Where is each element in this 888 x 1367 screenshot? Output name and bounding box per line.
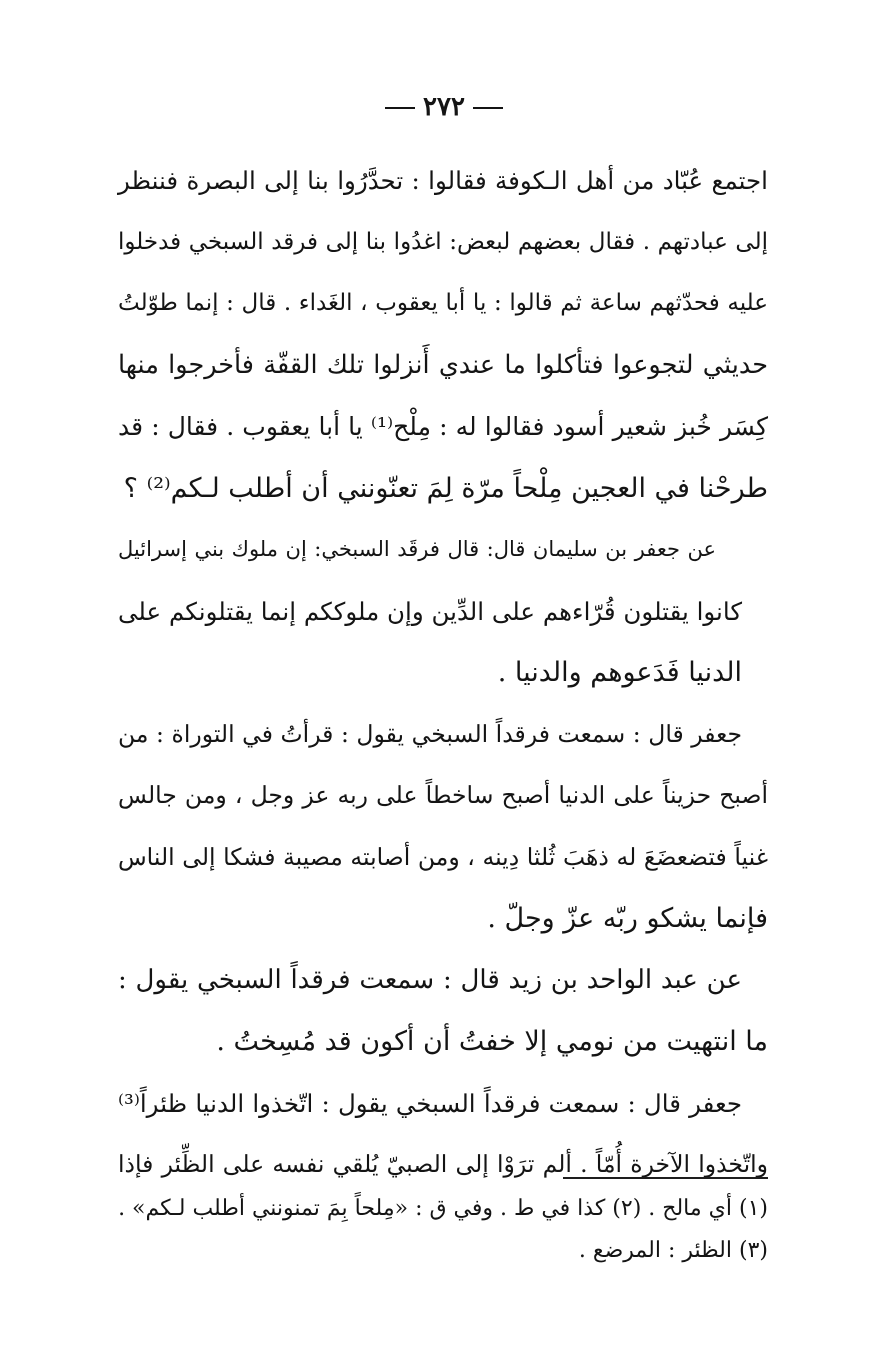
text-line: اجتمع عُبّاد من أهل الـكوفة فقالوا : تحدَّرُوا بنا إلى البصرة فننظر [118, 166, 768, 195]
text-line: عن جعفر بن سليمان قال: قال فرقَد السبخي: إن ملوك بني إسرائيل [118, 537, 716, 561]
paragraph-4 [118, 950, 768, 1073]
text-line: حديثي لتجوعوا فتأكلوا ما عندي أَنزلوا تلك القفّة فأخرجوا منها [118, 349, 768, 380]
paragraph-3 [118, 704, 768, 950]
text-line: ما انتهيت من نومي إلا خفتُ أن أكون قد مُسِختُ . [216, 1026, 768, 1057]
text-line: واتّخذوا الآخرة أُمّاً . ألم ترَوْا إلى الصبيّ يُلقي نفسه على الظِّئر فإذا [118, 1150, 768, 1178]
footnote-divider [563, 1177, 768, 1179]
text-line: الدنيا فَدَعوهم والدنيا . [497, 657, 742, 688]
text-line: كانوا يقتلون قُرّاءهم على الدِّين وإن ملوككم إنما يقتلونكم على [118, 596, 742, 626]
text-line: عليه فحدّثهم ساعة ثم قالوا : يا أبا يعقوب ، الغَداء . قال : إنما طوّلتُ [118, 290, 768, 316]
paragraph-2 [118, 519, 768, 704]
text-line: إلى عبادتهم . فقال بعضهم لبعض: اغدُوا بنا إلى فرقد السبخي فدخلوا [118, 228, 768, 255]
text-line: جعفر قال : سمعت فرقداً السبخي يقول : قرأتُ في التوراة : من [118, 719, 742, 748]
page-number [0, 92, 888, 122]
footnotes [118, 1188, 768, 1272]
body-text [118, 150, 768, 1196]
text-line: طرحْنا في العجين مِلْحاً مرّة لِمَ تعنّونني أن أطلب لـكم⁽²⁾ ؟ [123, 472, 768, 504]
footnote-line: (٣) الظئر : المرضع . [578, 1238, 768, 1263]
text-line: أصبح حزيناً على الدنيا أصبح ساخطاً على ربه عز وجل ، ومن جالس [118, 781, 768, 809]
text-line: فإنما يشكو ربّه عزّ وجلّ . [487, 903, 768, 934]
paragraph-1 [118, 150, 768, 519]
dash-left [385, 107, 415, 109]
dash-right [473, 107, 503, 109]
text-line: عن عبد الواحد بن زيد قال : سمعت فرقداً السبخي يقول : [118, 964, 742, 995]
page-number-value: ٢٧٢ [423, 92, 465, 122]
text-line: غنياً فتضعضَعَ له ذهَبَ ثُلثا دِينه ، ومن أصابته مصيبة فشكا إلى الناس [118, 842, 768, 871]
footnote-line: (١) أي مالح . (٢) كذا في ط . وفي ق : «مِلحاً بِمَ تمنونني أطلب لـكم» . [118, 1196, 768, 1221]
text-line: كِسَر خُبز شعير أسود فقالوا له : مِلْح⁽¹⁾ يا أبا يعقوب . فقال : قد [118, 412, 768, 441]
text-line: جعفر قال : سمعت فرقداً السبخي يقول : اتّخذوا الدنيا ظئراً⁽³⁾ [118, 1088, 742, 1118]
